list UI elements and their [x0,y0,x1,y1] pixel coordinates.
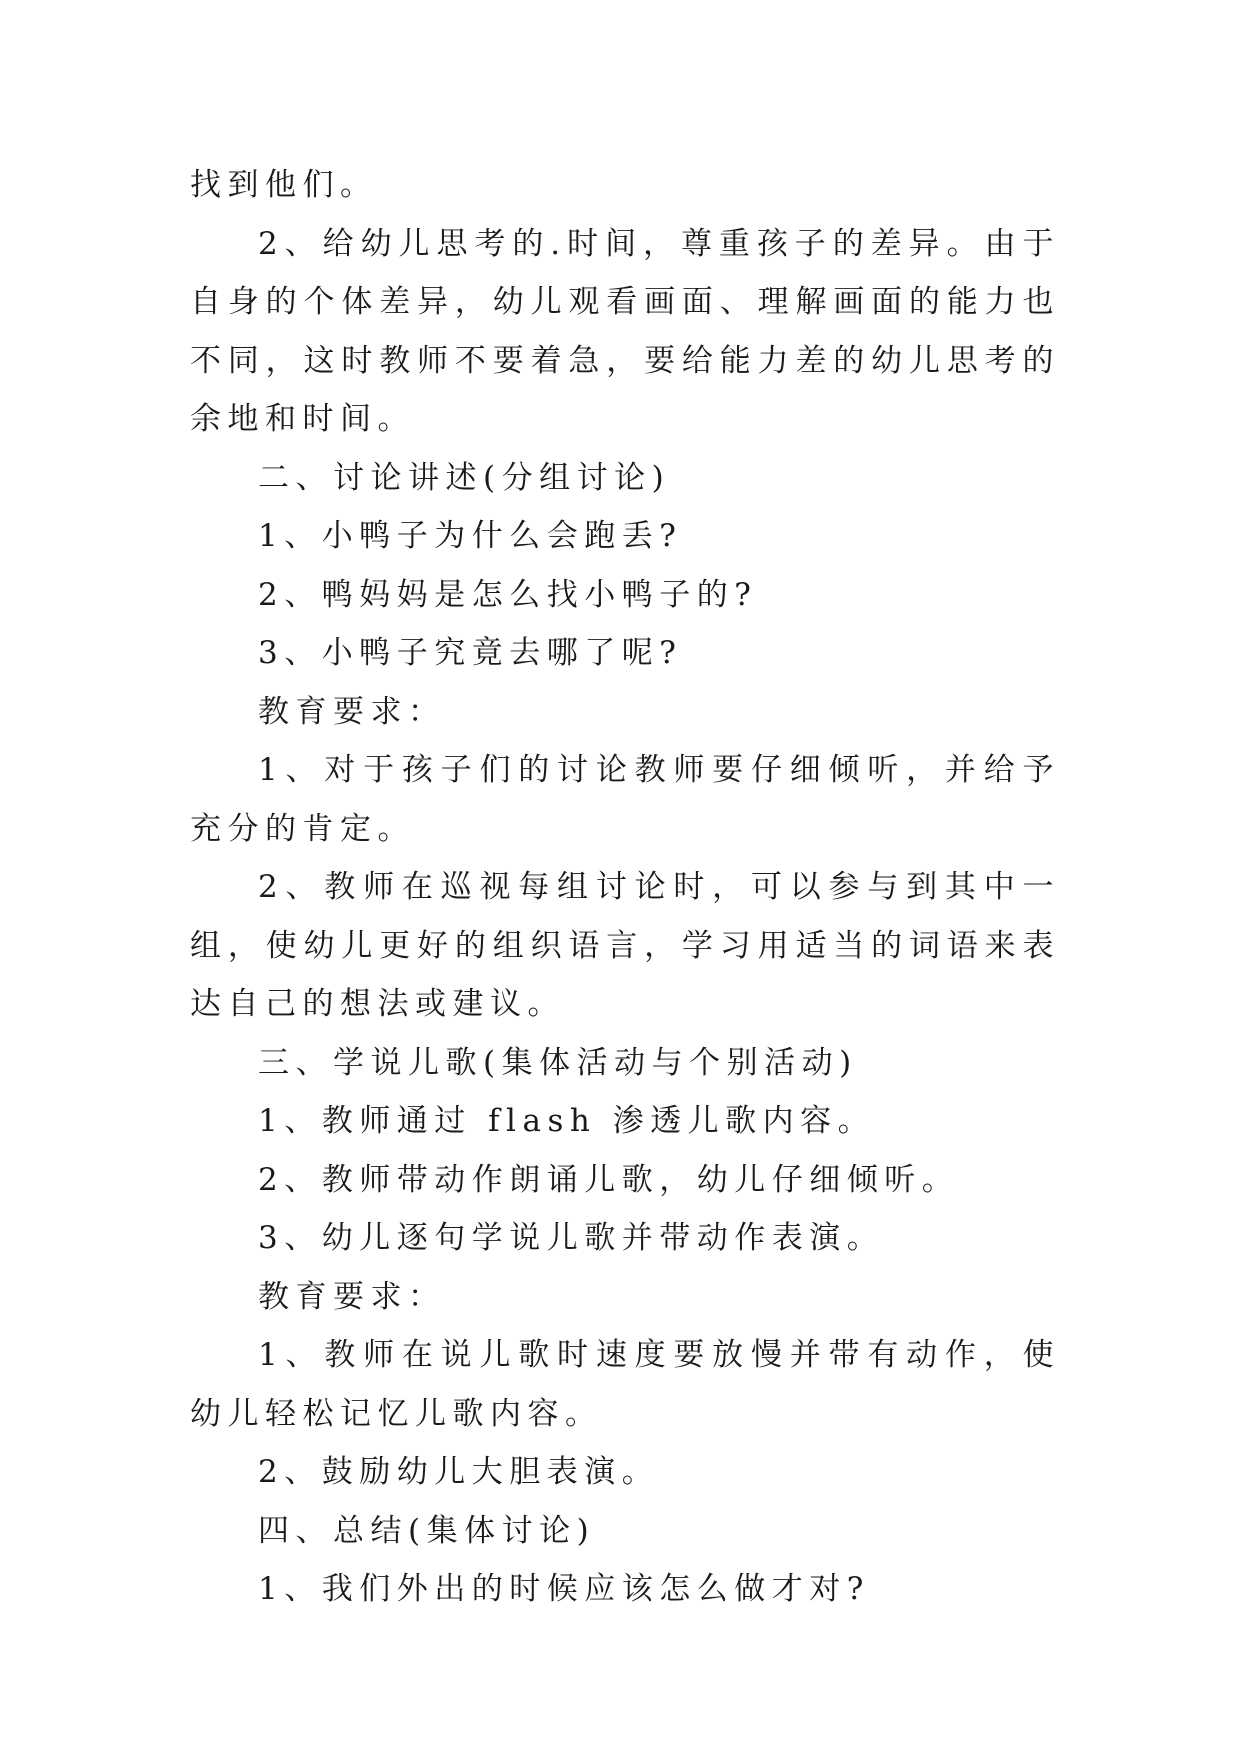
rhyme-step-2: 2、教师带动作朗诵儿歌，幼儿仔细倾听。 [258,1161,960,1198]
rhyme-step-3: 3、幼儿逐句学说儿歌并带动作表演。 [258,1220,885,1256]
requirement-2: 2、教师在巡视每组讨论时，可以参与到其中一组，使幼儿更好的组织语言，学习用适当的词语来表达自己的想法或建议。 [190,869,1060,1022]
question-1: 1、小鸭子为什么会跑丢? [258,518,683,554]
requirements-heading-2: 教育要求： [258,1278,446,1315]
paragraph-continuation: 找到他们。 [190,167,378,203]
requirements-heading: 教育要求： [258,693,446,730]
question-3: 3、小鸭子究竟去哪了呢? [258,635,683,671]
section-heading-discussion: 二、讨论讲述(分组讨论) [258,459,671,496]
document-body [190,156,1060,1619]
rhyme-requirement-1: 1、教师在说儿歌时速度要放慢并带有动作，使幼儿轻松记忆儿歌内容。 [190,1337,1060,1432]
rhyme-step-1: 1、教师通过 flash 渗透儿歌内容。 [258,1103,876,1139]
summary-question-1: 1、我们外出的时候应该怎么做才对? [258,1571,870,1607]
section-heading-nursery-rhyme: 三、学说儿歌(集体活动与个别活动) [258,1044,858,1081]
requirement-1: 1、对于孩子们的讨论教师要仔细倾听，并给予充分的肯定。 [190,752,1060,847]
section-heading-summary: 四、总结(集体讨论) [258,1512,596,1549]
paragraph-item-2-think-time: 2、给幼儿思考的.时间，尊重孩子的差异。由于自身的个体差异，幼儿观看画面、理解画面的能力也不同，这时教师不要着急，要给能力差的幼儿思考的余地和时间。 [190,225,1060,437]
rhyme-requirement-2: 2、鼓励幼儿大胆表演。 [258,1454,660,1490]
question-2: 2、鸭妈妈是怎么找小鸭子的? [258,576,758,613]
